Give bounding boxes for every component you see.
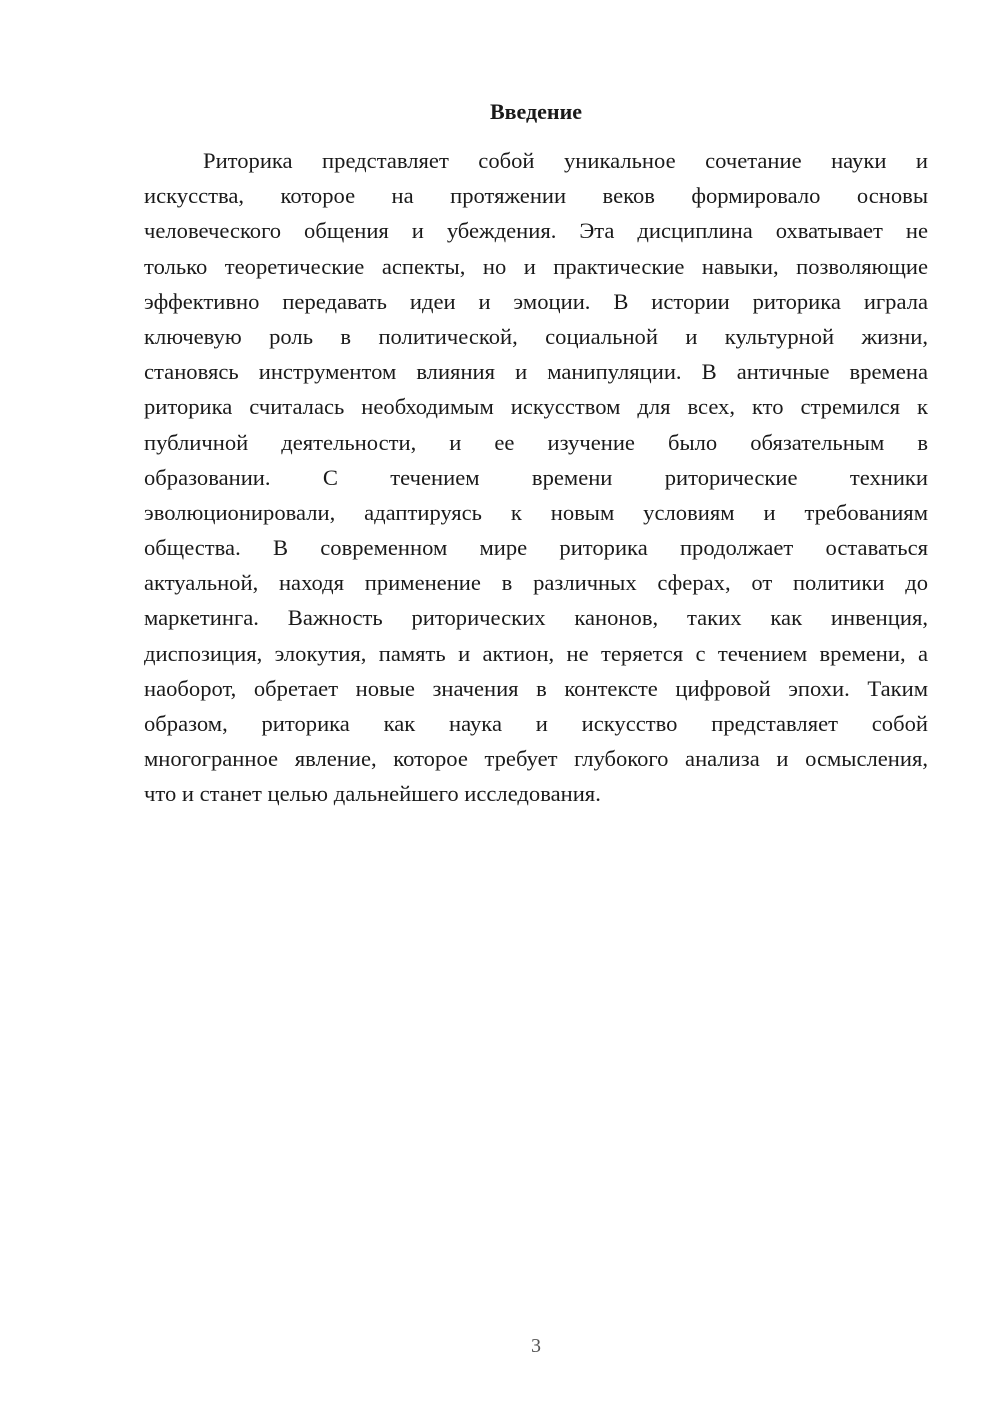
paragraph-line: образом, риторика как наука и искусство представляет собой xyxy=(144,711,928,736)
paragraph-line: Риторика представляет собой уникальное сочетание науки и xyxy=(203,148,928,173)
paragraph-line: искусства, которое на протяжении веков формировало основы xyxy=(144,183,928,209)
paragraph-line: что и станет целью дальнейшего исследования. xyxy=(144,781,601,807)
page-number: 3 xyxy=(531,1335,541,1357)
paragraph-line: образовании. С течением времени риторические техники xyxy=(144,464,928,490)
paragraph-line: эффективно передавать идеи и эмоции. В истории риторика играла xyxy=(144,288,928,314)
paragraph-line: ключевую роль в политической, социальной и культурной жизни, xyxy=(144,323,928,349)
paragraph-line: человеческого общения и убеждения. Эта дисциплина охватывает не xyxy=(144,218,928,244)
paragraph-line: наоборот, обретает новые значения в контексте цифровой эпохи. Таким xyxy=(144,675,928,701)
paragraph-line: актуальной, находя применение в различных сферах, от политики до xyxy=(144,570,928,596)
paragraph-line: только теоретические аспекты, но и практические навыки, позволяющие xyxy=(144,253,928,279)
paragraph-line: публичной деятельности, и ее изучение было обязательным в xyxy=(144,429,928,455)
paragraph-line: общества. В современном мире риторика продолжает оставаться xyxy=(144,535,928,561)
paragraph-line: эволюционировали, адаптируясь к новым условиям и требованиям xyxy=(144,499,928,525)
introduction-paragraph xyxy=(144,143,928,812)
paragraph-line: диспозиция, элокутия, память и актион, не теряется с течением времени, а xyxy=(144,640,928,666)
paragraph-line: риторика считалась необходимым искусством для всех, кто стремился к xyxy=(144,394,928,420)
paragraph-line: становясь инструментом влияния и манипуляции. В античные времена xyxy=(144,359,928,385)
paragraph-line: многогранное явление, которое требует глубокого анализа и осмысления, xyxy=(144,746,928,772)
paragraph-line: маркетинга. Важность риторических канонов, таких как инвенция, xyxy=(144,605,928,631)
section-title: Введение xyxy=(489,99,583,124)
